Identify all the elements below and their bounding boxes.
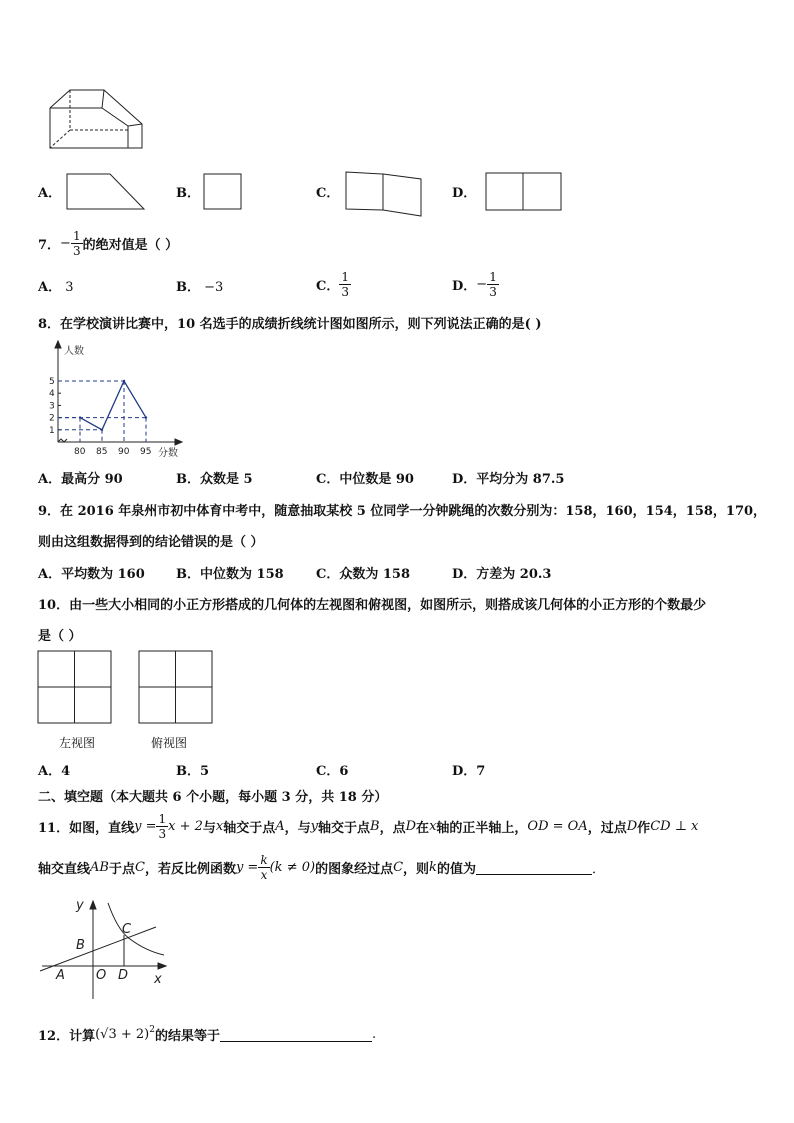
- chart-y-tick-label-2: 2: [49, 413, 55, 424]
- q11-fig-label-x: x: [154, 972, 162, 987]
- q6-option-c-figure: [345, 171, 423, 217]
- q10-option-c-label: C．: [316, 764, 340, 779]
- q10-left-view-caption: 左视图: [59, 736, 96, 750]
- q12-t1: 12．计算: [38, 1028, 96, 1044]
- q7-option-d-neg: −: [476, 276, 488, 292]
- q10-option-c: [316, 760, 348, 779]
- q11-k-cond: (k ≠ 0): [269, 859, 316, 875]
- q11-d: D: [405, 818, 417, 834]
- chart-x-arrow: [175, 439, 182, 445]
- q6-solid-figure: [44, 86, 148, 152]
- chart-series-line: [80, 381, 146, 430]
- q10-top-view-figure: [138, 650, 214, 726]
- q11-fig-label-c: C: [122, 922, 132, 937]
- q11-l2-t6: 的值为: [436, 861, 476, 877]
- q8-option-a: [38, 468, 123, 487]
- q7-option-b-value: −3: [204, 280, 224, 295]
- chart-x-tick-label-80: 80: [74, 447, 86, 457]
- q8-line-chart: [36, 338, 196, 460]
- q8-option-d-label: D．: [452, 472, 477, 487]
- q11-l2-t3: ，若反比例函数: [144, 861, 236, 877]
- q9-option-a-text: 平均数为 160: [61, 567, 145, 582]
- q7-option-a: [38, 276, 74, 295]
- q11-fig-hyperbola: [108, 903, 164, 955]
- q7-text: 的绝对值是（ ）: [82, 237, 179, 253]
- q7-option-d-num: 1: [489, 269, 497, 284]
- q7-option-c-fraction: [339, 271, 351, 298]
- q11-fig-label-a: A: [56, 968, 65, 983]
- q9-option-c-text: 众数为 158: [339, 567, 411, 582]
- q6-option-c-label: C．: [316, 186, 340, 201]
- q6-option-b-label: B．: [176, 186, 200, 201]
- q11-t5: 轴交于点: [318, 820, 371, 836]
- chart-point-85: [101, 429, 103, 431]
- q11-line2: [38, 848, 605, 886]
- q8-option-b-label: B．: [176, 472, 200, 487]
- q11-fig-label-d: D: [118, 968, 129, 983]
- q11-graph-figure: [38, 895, 170, 1003]
- q9-question-line2: 则由这组数据得到的结论错误的是（ ）: [38, 535, 264, 550]
- q10-option-b: [176, 760, 209, 779]
- q9-option-d-text: 方差为 20.3: [476, 567, 552, 582]
- q7-option-c-den: 3: [341, 284, 349, 299]
- q10-option-d-text: 7: [476, 764, 486, 779]
- q8-option-b: [176, 468, 253, 487]
- q11-t6: ，点: [379, 820, 406, 836]
- q7-question: [38, 226, 178, 260]
- q12-sup: 2: [149, 1025, 155, 1035]
- q12-expr: (√3 + 2): [95, 1026, 150, 1042]
- q11-slope-num: 1: [158, 811, 167, 826]
- q11-b: B: [370, 818, 380, 834]
- q10-option-a: [38, 760, 70, 779]
- q10-top-view-caption: 俯视图: [151, 736, 188, 750]
- q11-k-den: x: [260, 867, 268, 882]
- q6-option-a-figure: [66, 173, 146, 211]
- q10-question-line1: 10．由一些大小相同的小正方形搭成的几何体的左视图和俯视图，如图所示，则搭成该几何体的小正方形的个数最少: [38, 598, 707, 613]
- chart-y-tick-label-4: 4: [49, 389, 55, 400]
- q11-fig-y-arrow: [90, 901, 96, 909]
- q9-question-line1: 9．在 2016 年泉州市初中体育中考中，随意抽取某校 5 位同学一分钟跳绳的次数分别为：158，160，154，158，170，: [38, 504, 767, 519]
- q6-option-d-figure: [485, 172, 563, 212]
- q7-option-a-label: A．: [38, 280, 62, 295]
- q11-x: x: [215, 818, 224, 834]
- q8-option-c-text: 中位数是 90: [339, 472, 414, 487]
- q11-cd-perp: CD ⊥ x: [650, 818, 699, 834]
- q7-option-c-num: 1: [341, 269, 349, 284]
- q8-option-d: [452, 468, 564, 487]
- chart-y-label: 人数: [64, 346, 84, 357]
- q11-l2-t1: 轴交直线: [38, 861, 91, 877]
- chart-point-95: [145, 416, 147, 418]
- q11-fig-label-y: y: [76, 898, 84, 913]
- q8-option-a-label: A．: [38, 472, 62, 487]
- q6-option-b-figure: [203, 173, 243, 211]
- q11-fig-x-arrow: [158, 963, 166, 969]
- q11-fig-line-ab: [40, 927, 156, 971]
- q11-l2-t5: ，则: [403, 861, 430, 877]
- q12-answer-blank[interactable]: [220, 1027, 372, 1042]
- section2-title: 二、填空题（本大题共 6 个小题，每小题 3 分，共 18 分）: [38, 790, 388, 805]
- q11-k-num: k: [260, 852, 268, 867]
- q11-fig-label-b: B: [76, 938, 85, 953]
- q11-x-plus: x + 2: [168, 818, 203, 834]
- q10-question-line2: 是（ ）: [38, 629, 82, 644]
- q8-option-c-label: C．: [316, 472, 340, 487]
- q11-line1: [38, 808, 698, 844]
- q8-option-b-text: 众数是 5: [200, 472, 253, 487]
- q11-y-eq-2: y =: [235, 859, 259, 875]
- q11-t10: 作: [637, 820, 651, 836]
- q11-k: k: [429, 859, 437, 875]
- q8-option-d-text: 平均分为 87.5: [476, 472, 565, 487]
- q10-option-a-text: 4: [61, 764, 71, 779]
- q11-t7: 在: [416, 820, 430, 836]
- q9-option-b-text: 中位数为 158: [200, 567, 284, 582]
- q7-fraction-den: 3: [72, 243, 81, 258]
- q9-option-a-label: A．: [38, 567, 62, 582]
- q7-option-d-label: D．: [452, 278, 477, 294]
- q11-d-2: D: [626, 818, 638, 834]
- q11-t4: ，与: [284, 820, 311, 836]
- q7-option-b: [176, 276, 223, 295]
- q11-c-2: C: [393, 859, 404, 875]
- q11-k-fraction: [258, 854, 269, 881]
- q12-end: .: [371, 1026, 377, 1042]
- q7-option-d-fraction: [487, 271, 499, 298]
- q11-answer-blank[interactable]: [476, 860, 592, 875]
- q8-question: 8．在学校演讲比赛中，10 名选手的成绩折线统计图如图所示，则下列说法正确的是( ): [38, 317, 542, 332]
- q11-a: A: [275, 818, 285, 834]
- q7-option-c-label: C．: [316, 278, 340, 294]
- q10-option-b-label: B．: [176, 764, 200, 779]
- q11-fig-label-o: O: [96, 968, 107, 983]
- q11-t2: 与: [202, 820, 216, 836]
- q9-option-a: [38, 563, 145, 582]
- q11-t1: 11．如图，直线: [38, 820, 135, 836]
- q11-od-oa: OD = OA: [527, 818, 588, 834]
- chart-y-tick-label-3: 3: [49, 401, 55, 412]
- q10-option-c-text: 6: [339, 764, 349, 779]
- q7-option-d-den: 3: [489, 284, 497, 299]
- q11-x-2: x: [429, 818, 437, 834]
- q9-option-b: [176, 563, 284, 582]
- q7-option-d: [452, 266, 499, 302]
- q11-t9: ，过点: [587, 820, 627, 836]
- q12-t2: 的结果等于: [154, 1028, 220, 1044]
- chart-x-tick-label-95: 95: [140, 447, 152, 457]
- q9-option-b-label: B．: [176, 567, 200, 582]
- q11-y: y: [310, 818, 319, 834]
- chart-x-tick-label-85: 85: [96, 447, 108, 457]
- chart-x-label: 分数: [158, 448, 178, 459]
- q7-option-b-label: B．: [176, 280, 200, 295]
- chart-y-tick-label-1: 1: [49, 425, 55, 436]
- chart-y-arrow: [55, 341, 61, 348]
- q8-option-a-text: 最高分 90: [61, 472, 123, 487]
- q12-question: [38, 1022, 376, 1046]
- chart-point-80: [79, 416, 81, 418]
- q9-option-c: [316, 563, 410, 582]
- q10-option-a-label: A．: [38, 764, 62, 779]
- q9-option-c-label: C．: [316, 567, 340, 582]
- q7-number: 7．: [38, 237, 61, 253]
- q11-y-eq: y =: [134, 818, 157, 834]
- q6-option-d-label: D．: [452, 186, 477, 201]
- q11-slope-fraction: [156, 813, 168, 840]
- q11-t3: 轴交于点: [223, 820, 276, 836]
- q6-option-a-label: A．: [38, 186, 62, 201]
- q7-fraction-num: 1: [72, 228, 81, 243]
- q11-end: ．: [591, 861, 605, 877]
- chart-y-tick-label-5: 5: [49, 377, 55, 387]
- q11-l2-t4: 的图象经过点: [315, 861, 394, 877]
- q10-option-d: [452, 760, 485, 779]
- q7-fraction: [71, 230, 83, 257]
- q10-option-b-text: 5: [200, 764, 210, 779]
- q11-ab: AB: [90, 859, 109, 875]
- q7-option-a-value: 3: [65, 280, 74, 295]
- q10-option-d-label: D．: [452, 764, 477, 779]
- q11-l2-t2: 于点: [108, 861, 135, 877]
- chart-x-tick-label-90: 90: [118, 447, 130, 457]
- q9-option-d-label: D．: [452, 567, 477, 582]
- q9-option-d: [452, 563, 551, 582]
- q11-t8: 轴的正半轴上，: [436, 820, 528, 836]
- q11-slope-den: 3: [158, 826, 167, 841]
- q7-option-c: [316, 266, 351, 302]
- q7-neg-sign: −: [60, 235, 71, 251]
- q10-left-view-figure: [37, 650, 113, 726]
- q8-option-c: [316, 468, 414, 487]
- q11-c: C: [134, 859, 145, 875]
- chart-point-90: [123, 380, 125, 382]
